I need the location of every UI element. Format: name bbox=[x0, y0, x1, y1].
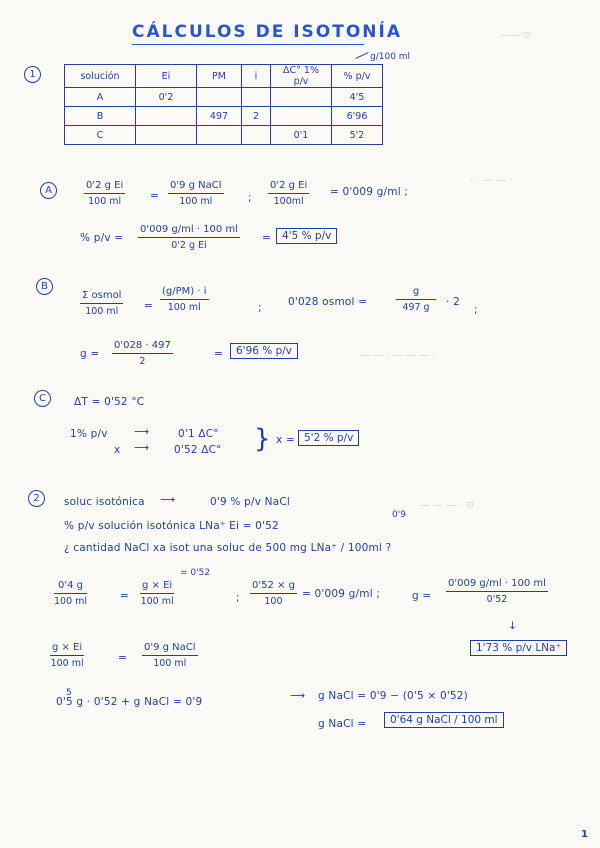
fraction-bar bbox=[84, 193, 125, 194]
numerator: Σ osmol bbox=[82, 290, 122, 301]
statement-line: % p/v solución isotónica LNa⁺ Ei = 0'52 bbox=[64, 520, 279, 532]
numerator: g bbox=[412, 286, 420, 297]
fraction-bar bbox=[268, 193, 309, 194]
result-box: 1'73 % p/v LNa⁺ bbox=[470, 640, 567, 656]
down-arrow: ↓ bbox=[508, 620, 517, 632]
numerator: 0'9 g NaCl bbox=[144, 642, 196, 653]
denominator: 100 ml bbox=[85, 306, 119, 317]
equals-sign: = bbox=[118, 652, 127, 664]
fraction bbox=[268, 180, 309, 207]
bleed-through: —— ⊙ bbox=[500, 30, 532, 41]
fraction-bar bbox=[396, 299, 436, 300]
table-header: i bbox=[242, 65, 271, 88]
fraction-bar bbox=[250, 593, 297, 594]
table-units-note: g/100 ml bbox=[370, 52, 411, 62]
g-nacl-label: g NaCl = bbox=[318, 718, 367, 730]
numerator: 0'028 · 497 bbox=[114, 340, 171, 351]
table-cell: 5'2 bbox=[332, 126, 383, 145]
fraction bbox=[84, 180, 125, 207]
denominator: 100 bbox=[264, 596, 283, 607]
denominator: 100 ml bbox=[167, 302, 201, 313]
right-arrow: ⟶ bbox=[290, 690, 306, 702]
table-row bbox=[65, 88, 383, 107]
rule-left: x bbox=[114, 444, 121, 456]
data-table bbox=[64, 64, 383, 145]
fraction-bar bbox=[80, 303, 123, 304]
result-text: = 0'009 g/ml ; bbox=[330, 186, 409, 198]
percent-label: % p/v = bbox=[80, 232, 124, 244]
rule-right: 0'1 ΔC° bbox=[178, 428, 219, 440]
fraction-bar bbox=[54, 593, 87, 594]
denominator: 100ml bbox=[273, 196, 304, 207]
rule-right: 0'52 ΔC° bbox=[174, 444, 222, 456]
fraction bbox=[446, 578, 548, 605]
bleed-through: — — — · ⊙ bbox=[420, 500, 475, 511]
numerator: 0'4 g bbox=[58, 580, 84, 591]
iso-solution-value: 0'9 % p/v NaCl bbox=[210, 496, 290, 508]
right-arrow: ⟶ bbox=[160, 494, 176, 506]
table-cell: A bbox=[65, 88, 136, 107]
table-row bbox=[65, 107, 383, 126]
denominator: 100 ml bbox=[54, 596, 88, 607]
equals-sign: = bbox=[150, 190, 159, 202]
denominator: 2 bbox=[139, 356, 146, 367]
bleed-through: · · — — · bbox=[470, 175, 513, 186]
superscript-note: 5 bbox=[66, 688, 72, 698]
separator: ; bbox=[258, 302, 262, 314]
denominator: 100 ml bbox=[88, 196, 122, 207]
x-label: x = bbox=[276, 434, 295, 446]
denominator: 100 ml bbox=[50, 658, 84, 669]
fraction bbox=[160, 286, 209, 313]
table-cell: 2 bbox=[242, 107, 271, 126]
table-row bbox=[65, 126, 383, 145]
delta-t: ΔT = 0'52 °C bbox=[74, 396, 145, 408]
fraction bbox=[140, 580, 174, 607]
right-arrow: ⟶ bbox=[134, 426, 150, 438]
table-cell bbox=[136, 107, 197, 126]
fraction bbox=[54, 580, 87, 607]
osmol-text: 0'028 osmol = bbox=[288, 296, 368, 308]
equals-sign: = bbox=[214, 348, 223, 360]
denominator: 0'2 g Ei bbox=[171, 240, 207, 251]
iso-solution-label: soluc isotónica bbox=[64, 496, 145, 508]
result-text: = 0'009 g/ml ; bbox=[302, 588, 381, 600]
table-cell bbox=[136, 126, 197, 145]
table-cell: B bbox=[65, 107, 136, 126]
title-underline bbox=[132, 44, 364, 45]
table-cell bbox=[197, 88, 242, 107]
table-header: ΔC° 1% p/v bbox=[271, 65, 332, 88]
numerator: 0'9 g NaCl bbox=[170, 180, 222, 191]
fraction-bar bbox=[160, 299, 209, 300]
equation-line: 0'5 g · 0'52 + g NaCl = 0'9 bbox=[56, 696, 203, 708]
table-cell: 4'5 bbox=[332, 88, 383, 107]
superscript-note: 0'9 bbox=[392, 510, 406, 520]
exercise-2-marker: 2 bbox=[28, 490, 45, 507]
table-cell: 0'2 bbox=[136, 88, 197, 107]
fraction bbox=[80, 290, 123, 317]
equation-line: g NaCl = 0'9 − (0'5 × 0'52) bbox=[318, 690, 468, 702]
table-header: % p/v bbox=[332, 65, 383, 88]
exercise-1-marker: 1 bbox=[24, 66, 41, 83]
right-arrow: ⟶ bbox=[134, 442, 150, 454]
section-c-marker: C bbox=[34, 390, 51, 407]
table-header-row bbox=[65, 65, 383, 88]
separator: ; bbox=[474, 304, 478, 316]
result-box: 6'96 % p/v bbox=[230, 343, 298, 359]
table-cell bbox=[271, 88, 332, 107]
rule-left: 1% p/v bbox=[70, 428, 108, 440]
section-a-marker: A bbox=[40, 182, 57, 199]
note-pointer bbox=[355, 52, 368, 59]
fraction-bar bbox=[112, 353, 173, 354]
fraction bbox=[250, 580, 297, 607]
brace: } bbox=[254, 424, 271, 454]
numerator: (g/PM) · i bbox=[162, 286, 207, 297]
fraction-bar bbox=[446, 591, 548, 592]
fraction bbox=[112, 340, 173, 367]
numerator: 0'009 g/ml · 100 ml bbox=[140, 224, 238, 235]
numerator: 0'2 g Ei bbox=[270, 180, 308, 191]
fraction-bar bbox=[50, 655, 84, 656]
question-line: ¿ cantidad NaCl xa isot una soluc de 500 mg LNa⁺ / 100ml ? bbox=[64, 542, 392, 554]
page-title: CÁLCULOS DE ISOTONÍA bbox=[132, 22, 403, 42]
result-box: 0'64 g NaCl / 100 ml bbox=[384, 712, 504, 728]
table-cell bbox=[242, 88, 271, 107]
result-box: 4'5 % p/v bbox=[276, 228, 337, 244]
fraction-bar bbox=[138, 237, 240, 238]
ei-note: = 0'52 bbox=[180, 568, 211, 578]
table-header: Ei bbox=[136, 65, 197, 88]
denominator: 0'52 bbox=[486, 594, 508, 605]
denominator: 100 ml bbox=[153, 658, 187, 669]
section-b-marker: B bbox=[36, 278, 53, 295]
equals-sign: = bbox=[120, 590, 129, 602]
multiplier: · 2 bbox=[446, 296, 460, 308]
numerator: g × Ei bbox=[142, 580, 173, 591]
g-label: g = bbox=[80, 348, 100, 360]
page-number: 1 bbox=[581, 829, 588, 840]
fraction-bar bbox=[140, 593, 174, 594]
equals-sign: = bbox=[262, 232, 271, 244]
table-cell: 497 bbox=[197, 107, 242, 126]
separator: ; bbox=[248, 192, 252, 204]
numerator: 0'2 g Ei bbox=[86, 180, 124, 191]
fraction-bar bbox=[142, 655, 198, 656]
table-cell: C bbox=[65, 126, 136, 145]
table-header: solución bbox=[65, 65, 136, 88]
result-box: 5'2 % p/v bbox=[298, 430, 359, 446]
bleed-through: — — · — — — · bbox=[360, 350, 436, 361]
table-cell: 0'1 bbox=[271, 126, 332, 145]
fraction bbox=[50, 642, 84, 669]
fraction-bar bbox=[168, 193, 224, 194]
table-cell bbox=[197, 126, 242, 145]
separator: ; bbox=[236, 592, 240, 604]
numerator: 0'009 g/ml · 100 ml bbox=[448, 578, 546, 589]
fraction bbox=[142, 642, 198, 669]
table-cell bbox=[242, 126, 271, 145]
table-cell bbox=[271, 107, 332, 126]
table-cell: 6'96 bbox=[332, 107, 383, 126]
denominator: 100 ml bbox=[140, 596, 174, 607]
equals-sign: = bbox=[144, 300, 153, 312]
fraction bbox=[138, 224, 240, 251]
numerator: g × Ei bbox=[52, 642, 83, 653]
g-label: g = bbox=[412, 590, 432, 602]
numerator: 0'52 × g bbox=[252, 580, 295, 591]
denominator: 100 ml bbox=[179, 196, 213, 207]
fraction bbox=[168, 180, 224, 207]
fraction bbox=[396, 286, 436, 313]
table-header: PM bbox=[197, 65, 242, 88]
denominator: 497 g bbox=[402, 302, 430, 313]
